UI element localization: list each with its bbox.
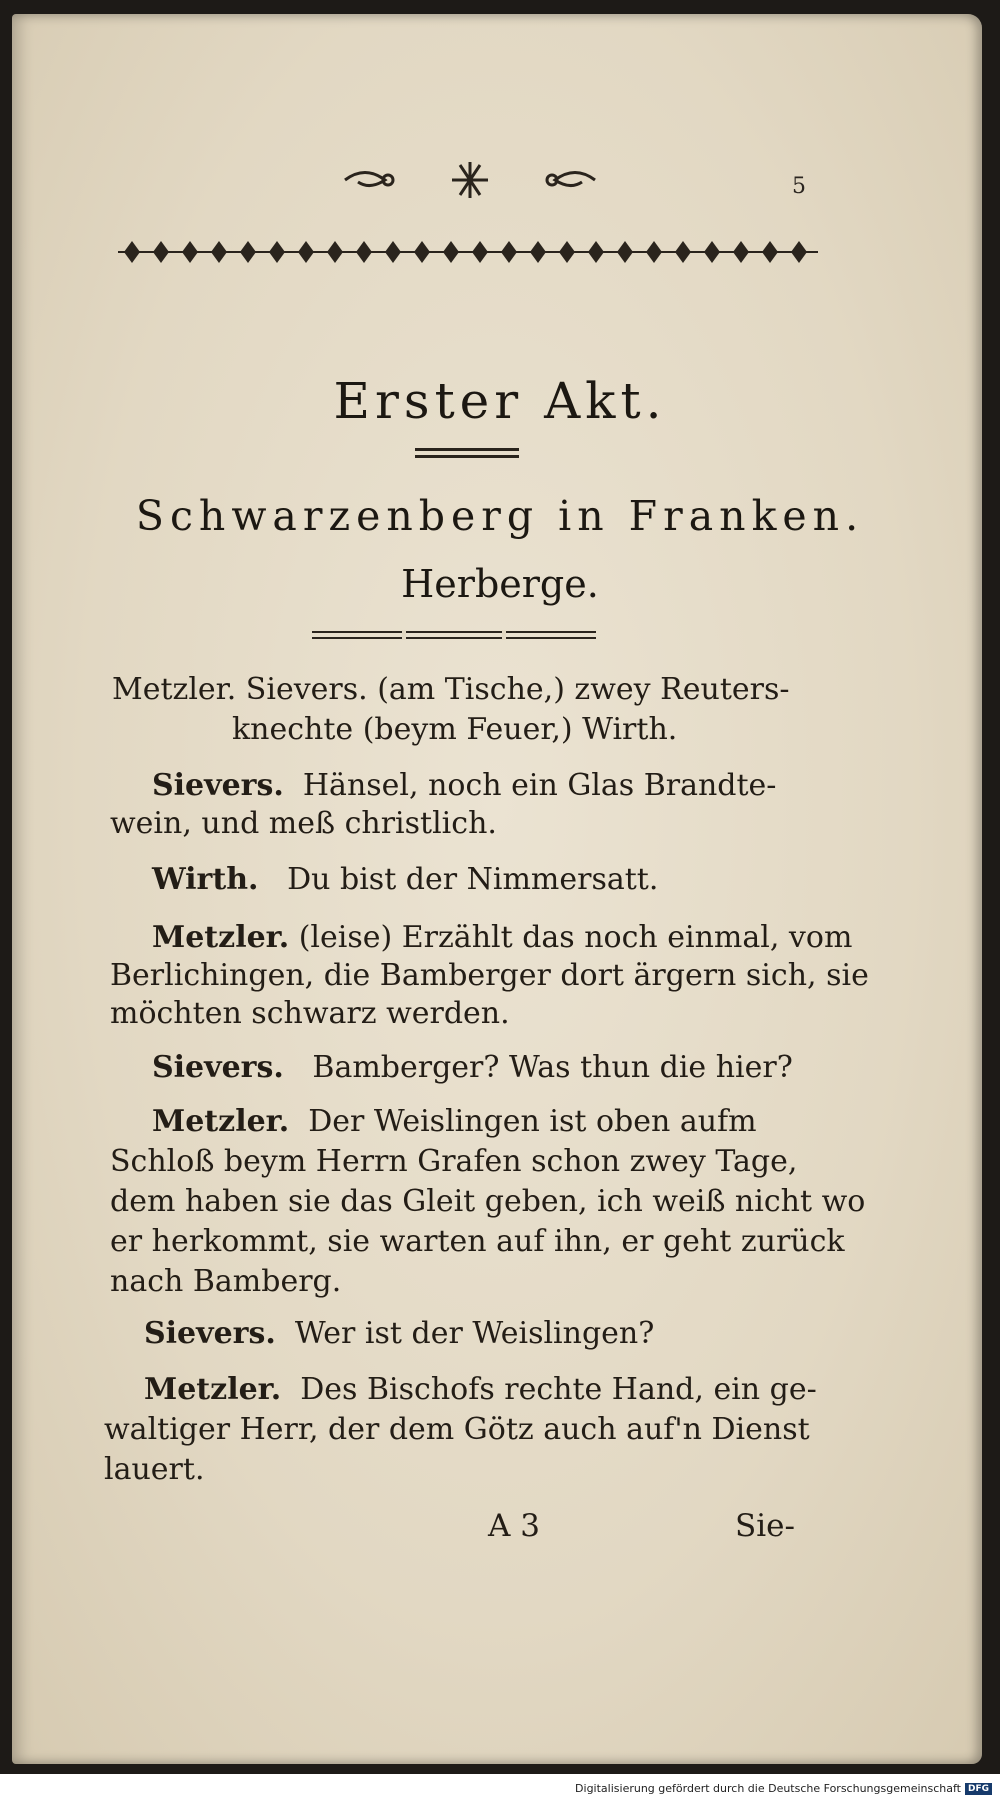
ornamental-border-icon bbox=[118, 232, 818, 272]
dialogue-line bbox=[152, 768, 776, 804]
dialogue-line: möchten schwarz werden. bbox=[110, 996, 510, 1031]
stage-direction-line-1: Metzler. Sievers. (am Tische,) zwey Reuters- bbox=[112, 672, 790, 707]
digitization-credit bbox=[575, 1782, 992, 1795]
stage-direction-line-2: knechte (beym Feuer,) Wirth. bbox=[232, 712, 678, 747]
dialogue-line: nach Bamberg. bbox=[110, 1264, 342, 1299]
dashed-rule bbox=[312, 628, 596, 642]
dfg-logo: DFG bbox=[965, 1783, 992, 1795]
speaker-name: Sievers. bbox=[152, 1050, 284, 1085]
double-rule bbox=[415, 446, 519, 460]
speech-text: (leise) Erzählt das noch einmal, vom bbox=[298, 920, 853, 955]
speech-text: Hänsel, noch ein Glas Brandte- bbox=[302, 768, 777, 803]
head-ornament-icon bbox=[340, 160, 600, 200]
dialogue-line bbox=[144, 1372, 817, 1408]
catchword: Sie- bbox=[735, 1508, 795, 1544]
scene-room: Herberge. bbox=[401, 562, 599, 606]
speech-text: Bamberger? Was thun die hier? bbox=[312, 1050, 793, 1085]
dialogue-line: er herkommt, sie warten auf ihn, er geht zurück bbox=[110, 1224, 845, 1259]
credit-text: Digitalisierung gefördert durch die Deutsche Forschungsgemeinschaft bbox=[575, 1782, 961, 1795]
dialogue-line: Schloß beym Herrn Grafen schon zwey Tage, bbox=[110, 1144, 798, 1179]
dialogue-line bbox=[152, 1104, 757, 1140]
speaker-name: Metzler. bbox=[144, 1372, 282, 1407]
speaker-name: Wirth. bbox=[152, 862, 259, 897]
scene-place: Schwarzenberg in Franken. bbox=[135, 492, 865, 540]
act-title: Erster Akt. bbox=[333, 372, 667, 430]
speech-text: Des Bischofs rechte Hand, ein ge- bbox=[300, 1372, 817, 1407]
dialogue-line bbox=[152, 862, 658, 898]
speaker-name: Sievers. bbox=[144, 1316, 276, 1351]
speaker-name: Metzler. bbox=[152, 1104, 290, 1139]
dialogue-line bbox=[152, 920, 852, 956]
speech-text: Der Weislingen ist oben aufm bbox=[308, 1104, 757, 1139]
speech-text: Wer ist der Weislingen? bbox=[294, 1316, 655, 1351]
dialogue-line bbox=[144, 1316, 654, 1352]
dialogue-line bbox=[152, 1050, 793, 1086]
signature-mark: A 3 bbox=[488, 1508, 540, 1544]
dialogue-line: waltiger Herr, der dem Götz auch auf'n Dienst bbox=[104, 1412, 810, 1447]
speaker-name: Sievers. bbox=[152, 768, 284, 803]
dialogue-line: wein, und meß christlich. bbox=[110, 806, 497, 841]
page-number: 5 bbox=[792, 174, 806, 199]
dialogue-line: lauert. bbox=[104, 1452, 205, 1487]
speech-text: Du bist der Nimmersatt. bbox=[287, 862, 659, 897]
dialogue-line: Berlichingen, die Bamberger dort ärgern sich, sie bbox=[110, 958, 869, 993]
dialogue-line: dem haben sie das Gleit geben, ich weiß nicht wo bbox=[110, 1184, 866, 1219]
speaker-name: Metzler. bbox=[152, 920, 290, 955]
